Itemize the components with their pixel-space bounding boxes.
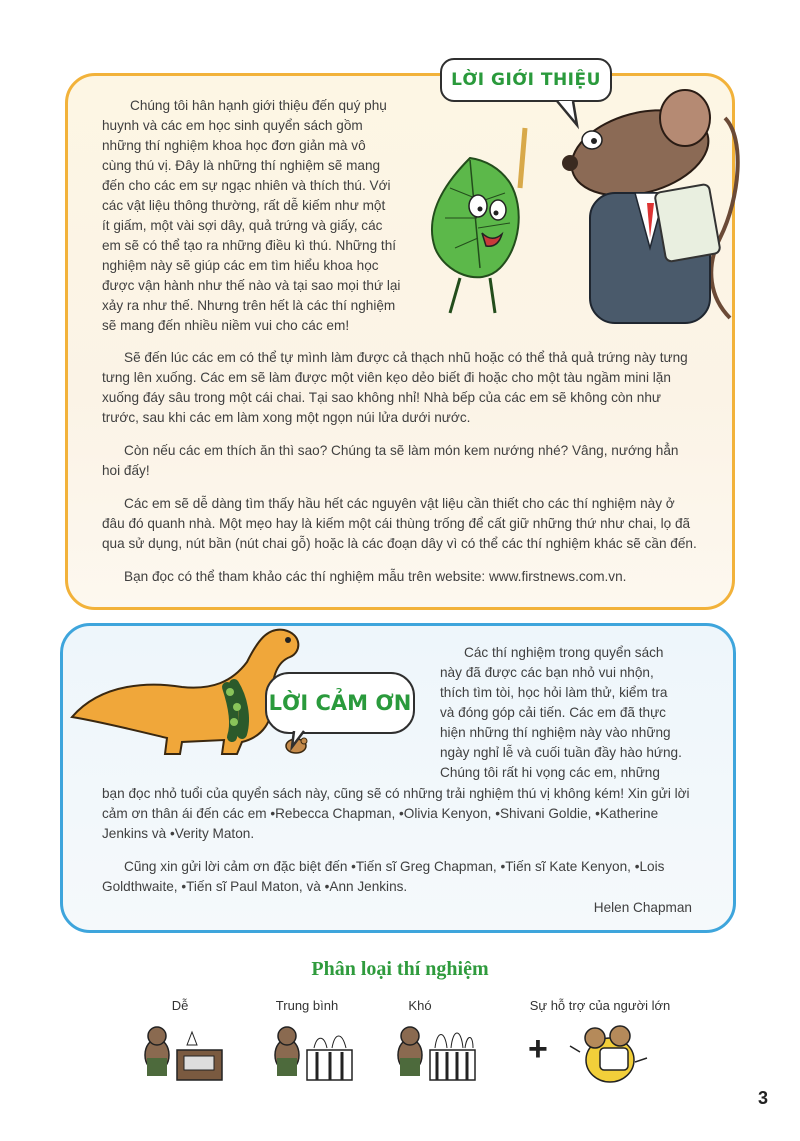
plus-symbol: + [528, 1030, 548, 1068]
page-number: 3 [757, 1088, 768, 1108]
intro-line: các vật liệu thông thường, rất dễ kiếm như một [102, 198, 386, 213]
intro-line: cùng thú vị. Đây là những thí nghiệm sẽ mang [102, 158, 381, 173]
thanks-line: Các thí nghiệm trong quyển sách [464, 645, 664, 660]
intro-paragraph-3: Còn nếu các em thích ăn thì sao? Chúng ta sẽ làm món kem nướng nhé? Vâng, nướng hẳn hoi đấy! [102, 443, 679, 478]
thanks-paragraph-2: Cũng xin gửi lời cảm ơn đặc biệt đến •Tiến sĩ Greg Chapman, •Tiến sĩ Kate Kenyon, •Lois Goldthwaite, •Tiến sĩ Paul Maton, và •Ann Jenkins. [102, 859, 665, 894]
intro-line: em sẽ có thể tạo ra những điều kì thú. Những thí [102, 238, 397, 253]
thanks-title: LỜI CẢM ƠN [265, 672, 415, 734]
rat-scientist-illustration [510, 78, 750, 328]
thanks-line: Chúng tôi rất hi vọng các em, những [440, 765, 660, 780]
thanks-paragraph-1-rest: bạn đọc nhỏ tuổi của quyển sách này, cũng sẽ có những trải nghiệm thú vị không kém! Xin gửi lời cảm ơn thân ái đến các em •Rebecca Chapman, •Olivia Kenyon, •Shivani Goldie, •Katherine Jenkins và •Verity Maton. [102, 786, 690, 841]
intro-line: huynh và các em học sinh quyển sách gồm [102, 118, 363, 133]
intro-line: xảy ra như thế. Nhưng trên hết là các thí nghiệm [102, 298, 396, 313]
intro-line: được vận hành như thế nào và tại sao mọi thứ lại [102, 278, 401, 293]
adult-help-icon [565, 1022, 655, 1092]
intro-paragraph-1 [102, 96, 432, 336]
thanks-line: ngày nghỉ lễ và cuối tuần đầy hào hứng. [440, 745, 682, 760]
intro-line: đến cho các em sự ngạc nhiên và thích thú. Với [102, 178, 391, 193]
difficulty-medium-icon [262, 1020, 362, 1090]
intro-paragraphs-rest [102, 348, 698, 600]
thanks-paragraph-1-right [440, 643, 710, 783]
intro-line: nghiệm này sẽ giúp các em tìm hiểu khoa học [102, 258, 379, 273]
intro-line: những thí nghiệm khoa học đơn giản mà vô [102, 138, 366, 153]
intro-paragraph-5: Bạn đọc có thể tham khảo các thí nghiệm mẫu trên website: www.firstnews.com.vn. [124, 569, 627, 584]
intro-paragraph-2: Sẽ đến lúc các em có thể tự mình làm được cả thạch nhũ hoặc có thể thả quả trứng này tưng tưng lên xuống. Các em sẽ làm được một viên kẹo dẻo biết đi hoặc cho một tàu ngầm mini lặn xuống đáy sâu trong một cái chai. Tại sao không nhỉ! Nhà bếp của các em sẽ không còn như trước, sau khi các em làm xong một ngọn núi lửa dưới nước. [102, 350, 688, 425]
thanks-paragraphs-rest [102, 784, 702, 910]
intro-line: ít giấm, một vài sợi dây, quả trứng và giấy, các [102, 218, 383, 233]
level-label-medium: Trung bình [275, 998, 339, 1013]
signature: Helen Chapman [593, 900, 692, 915]
difficulty-easy-icon [132, 1020, 232, 1090]
level-label-hard: Khó [408, 998, 432, 1013]
thanks-line: này đã được các bạn nhỏ vui nhộn, [440, 665, 654, 680]
thanks-line: thích tìm tòi, học hỏi làm thử, kiểm tra [440, 685, 668, 700]
intro-paragraph-4: Các em sẽ dễ dàng tìm thấy hầu hết các nguyên vật liệu cần thiết cho các thí nghiệm này ở đâu đó quanh nhà. Một mẹo hay là kiếm một cái thùng trống để cất giữ những thứ như chai, lọ đã qua sử dụng, nút bần (nút chai gỗ) hoặc là các đoạn dây vì có thể các thí nghiệm khác sẽ cần đến. [102, 496, 697, 551]
intro-line: Chúng tôi hân hạnh giới thiệu đến quý phụ [130, 98, 387, 113]
thanks-callout-tail [288, 729, 308, 749]
level-label-adult-help: Sự hỗ trợ của người lớn [529, 998, 671, 1013]
difficulty-hard-icon [385, 1020, 485, 1090]
thanks-line: và đóng góp cải tiến. Các em đã thực [440, 705, 666, 720]
thanks-line: hiện những thí nghiệm này vào những [440, 725, 671, 740]
level-label-easy: Dễ [171, 998, 189, 1013]
classification-heading: Phân loại thí nghiệm [311, 958, 489, 980]
intro-title: LỜI GIỚI THIỆU [440, 58, 612, 102]
intro-line: sẽ mang đến nhiều niềm vui cho các em! [102, 318, 350, 333]
